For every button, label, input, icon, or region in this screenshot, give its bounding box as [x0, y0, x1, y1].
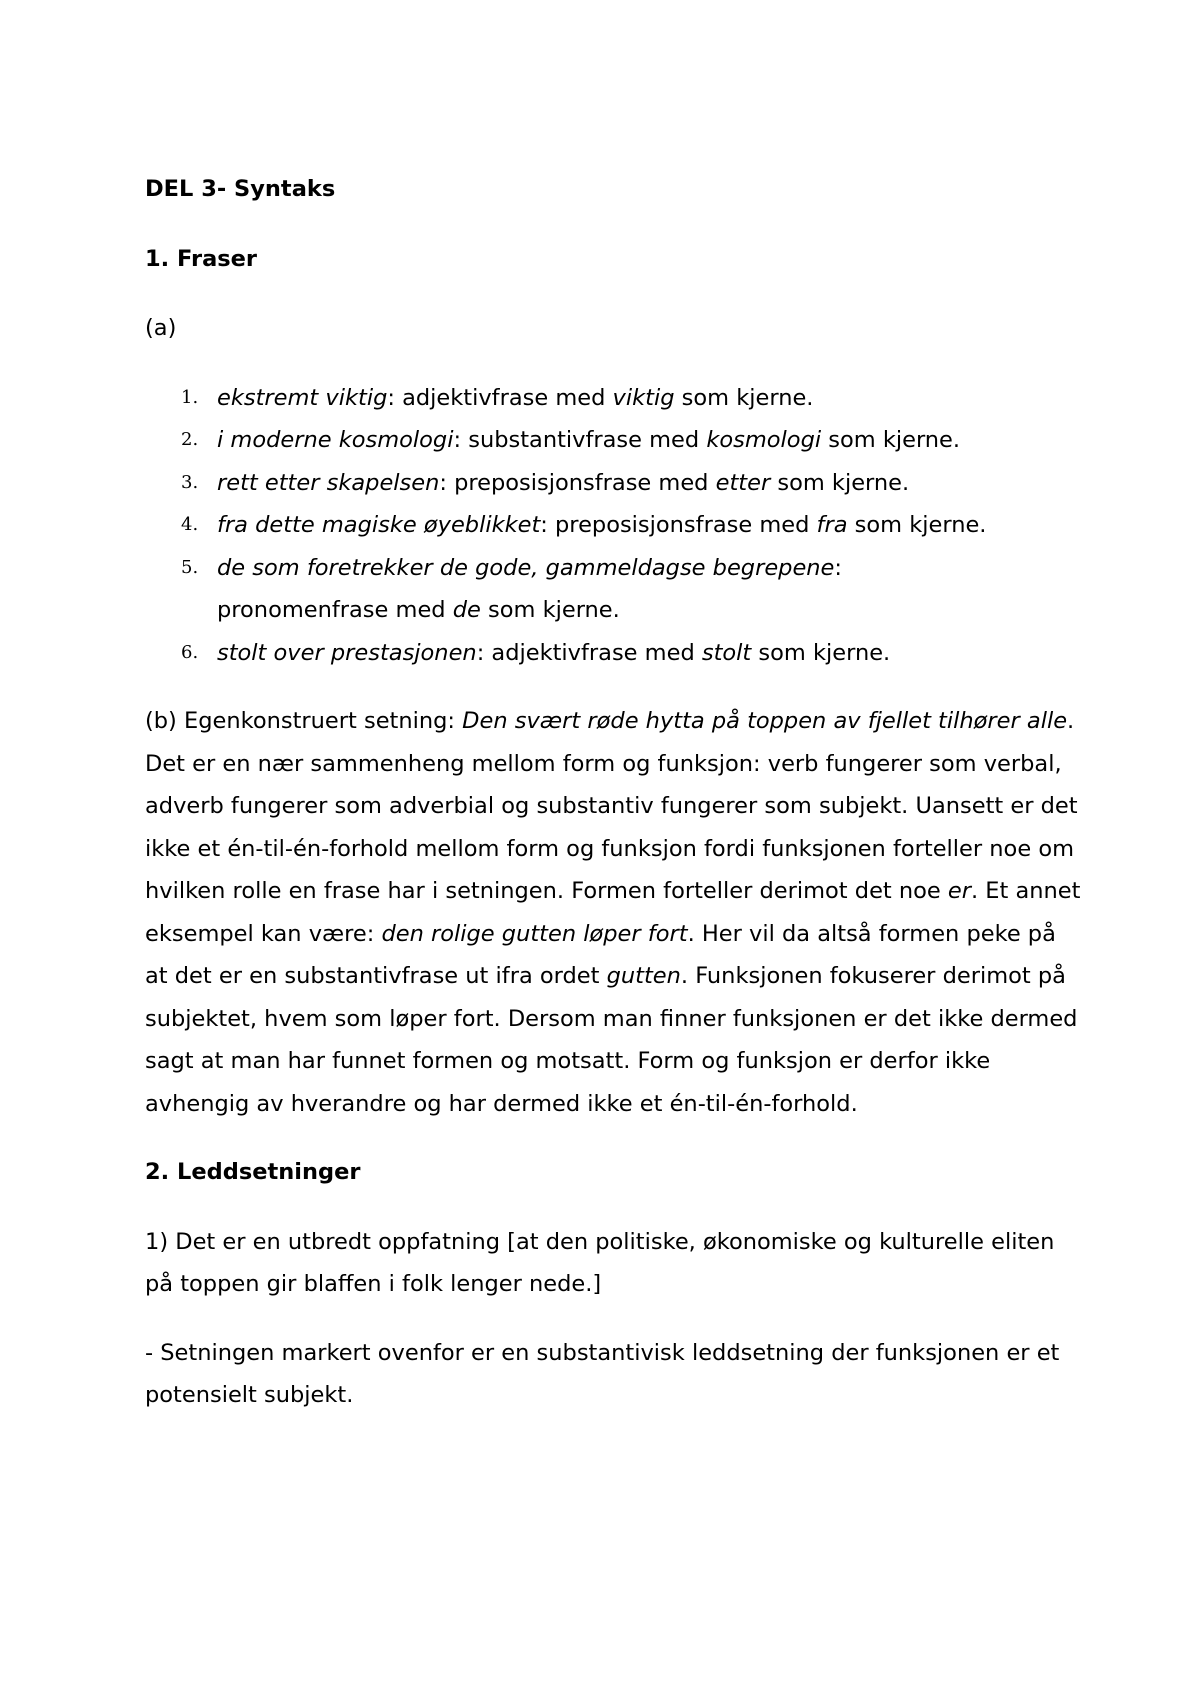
example-sentence-1: Den svært røde hytta på toppen av fjellet tilhører alle — [462, 708, 1068, 734]
list-number: 5. — [181, 556, 199, 578]
list-number: 4. — [181, 514, 199, 535]
paragraph-text: . Et annet eksempel kan være: — [145, 878, 1081, 947]
list-item — [145, 462, 1085, 505]
phrase-core: de — [452, 597, 481, 623]
paragraph-text: . Det er en nær sammenheng mellom form og funksjon: verb fungerer som verbal, adverb fungerer som adverbial og substantiv fungerer som subjekt. Uansett er det ikke et én-til-én-forhold mellom form og funksjon fordi funksjonen forteller noe om hvilken rolle en frase har i setningen. Formen forteller derimot det noe — [145, 708, 1078, 904]
frase-list — [145, 377, 1085, 675]
phrase-text: fra dette magiske øyeblikket — [217, 512, 541, 538]
phrase-text: de som foretrekker de gode, gammeldagse begrepene — [217, 554, 835, 581]
part-a-label: (a) — [145, 315, 177, 341]
phrase-core: stolt — [701, 639, 752, 666]
list-item — [145, 547, 1085, 632]
example-sentence-leddsetning: 1) Det er en utbredt oppfatning [at den politiske, økonomiske og kulturelle eliten på toppen gir blaffen i folk lenger nede.] — [145, 1228, 1055, 1297]
phrase-suffix: som kjerne. — [751, 639, 891, 666]
phrase-text: ekstremt viktig — [217, 384, 388, 411]
analysis-note: - Setningen markert ovenfor er en substantivisk leddsetning der funksjonen er et potensielt subjekt. — [145, 1339, 1060, 1408]
list-item — [145, 419, 1085, 462]
phrase-text: stolt over prestasjonen — [217, 639, 477, 666]
phrase-suffix: som kjerne. — [770, 469, 910, 496]
document-title: DEL 3- Syntaks — [145, 176, 336, 202]
list-number: 3. — [181, 471, 199, 493]
phrase-suffix: som kjerne. — [847, 512, 987, 538]
document-page — [145, 168, 1085, 1417]
phrase-text: rett etter skapelsen — [217, 469, 440, 496]
phrase-description: : preposisjonsfrase med — [540, 512, 817, 538]
phrase-core: etter — [715, 469, 771, 496]
list-item — [145, 504, 1085, 547]
section-heading-fraser: 1. Fraser — [145, 245, 257, 272]
phrase-suffix: som kjerne. — [821, 427, 961, 453]
paragraph-text: . Funksjonen fokuserer derimot på subjektet, hvem som løper fort. Dersom man finner funksjonen er det ikke dermed sagt at man har funnet formen og motsatt. Form og funksjon er derfor ikke avhengig av hverandre og har dermed ikke et én-til-én-forhold. — [145, 963, 1078, 1117]
phrase-suffix: som kjerne. — [480, 597, 620, 623]
phrase-description: : substantivfrase med — [453, 427, 707, 453]
example-sentence-2: den rolige gutten løper fort — [381, 920, 688, 947]
list-number: 1. — [181, 386, 199, 408]
part-b-paragraph — [145, 700, 1085, 1125]
emphasis-er: er — [947, 878, 971, 904]
emphasis-gutten: gutten — [606, 963, 681, 989]
phrase-core: fra — [816, 512, 848, 538]
phrase-description: : adjektivfrase med — [387, 384, 613, 411]
phrase-description: : adjektivfrase med — [476, 639, 702, 666]
list-item — [145, 632, 1085, 675]
phrase-text: i moderne kosmologi — [217, 427, 454, 453]
list-number: 2. — [181, 429, 199, 450]
list-number: 6. — [181, 641, 199, 663]
phrase-description-line2: pronomenfrase med — [217, 597, 453, 623]
section-heading-leddsetninger: 2. Leddsetninger — [145, 1159, 361, 1185]
phrase-description: : preposisjonsfrase med — [439, 469, 716, 496]
phrase-core: kosmologi — [706, 427, 822, 453]
list-item — [145, 377, 1085, 420]
phrase-core: viktig — [612, 384, 675, 411]
part-b-lead: (b) Egenkonstruert setning: — [145, 708, 463, 734]
paragraph-text: . Her vil da altså formen peke på at det er en substantivfrase ut ifra ordet — [145, 920, 1056, 989]
phrase-description: : — [834, 554, 842, 581]
phrase-suffix: som kjerne. — [674, 384, 814, 411]
